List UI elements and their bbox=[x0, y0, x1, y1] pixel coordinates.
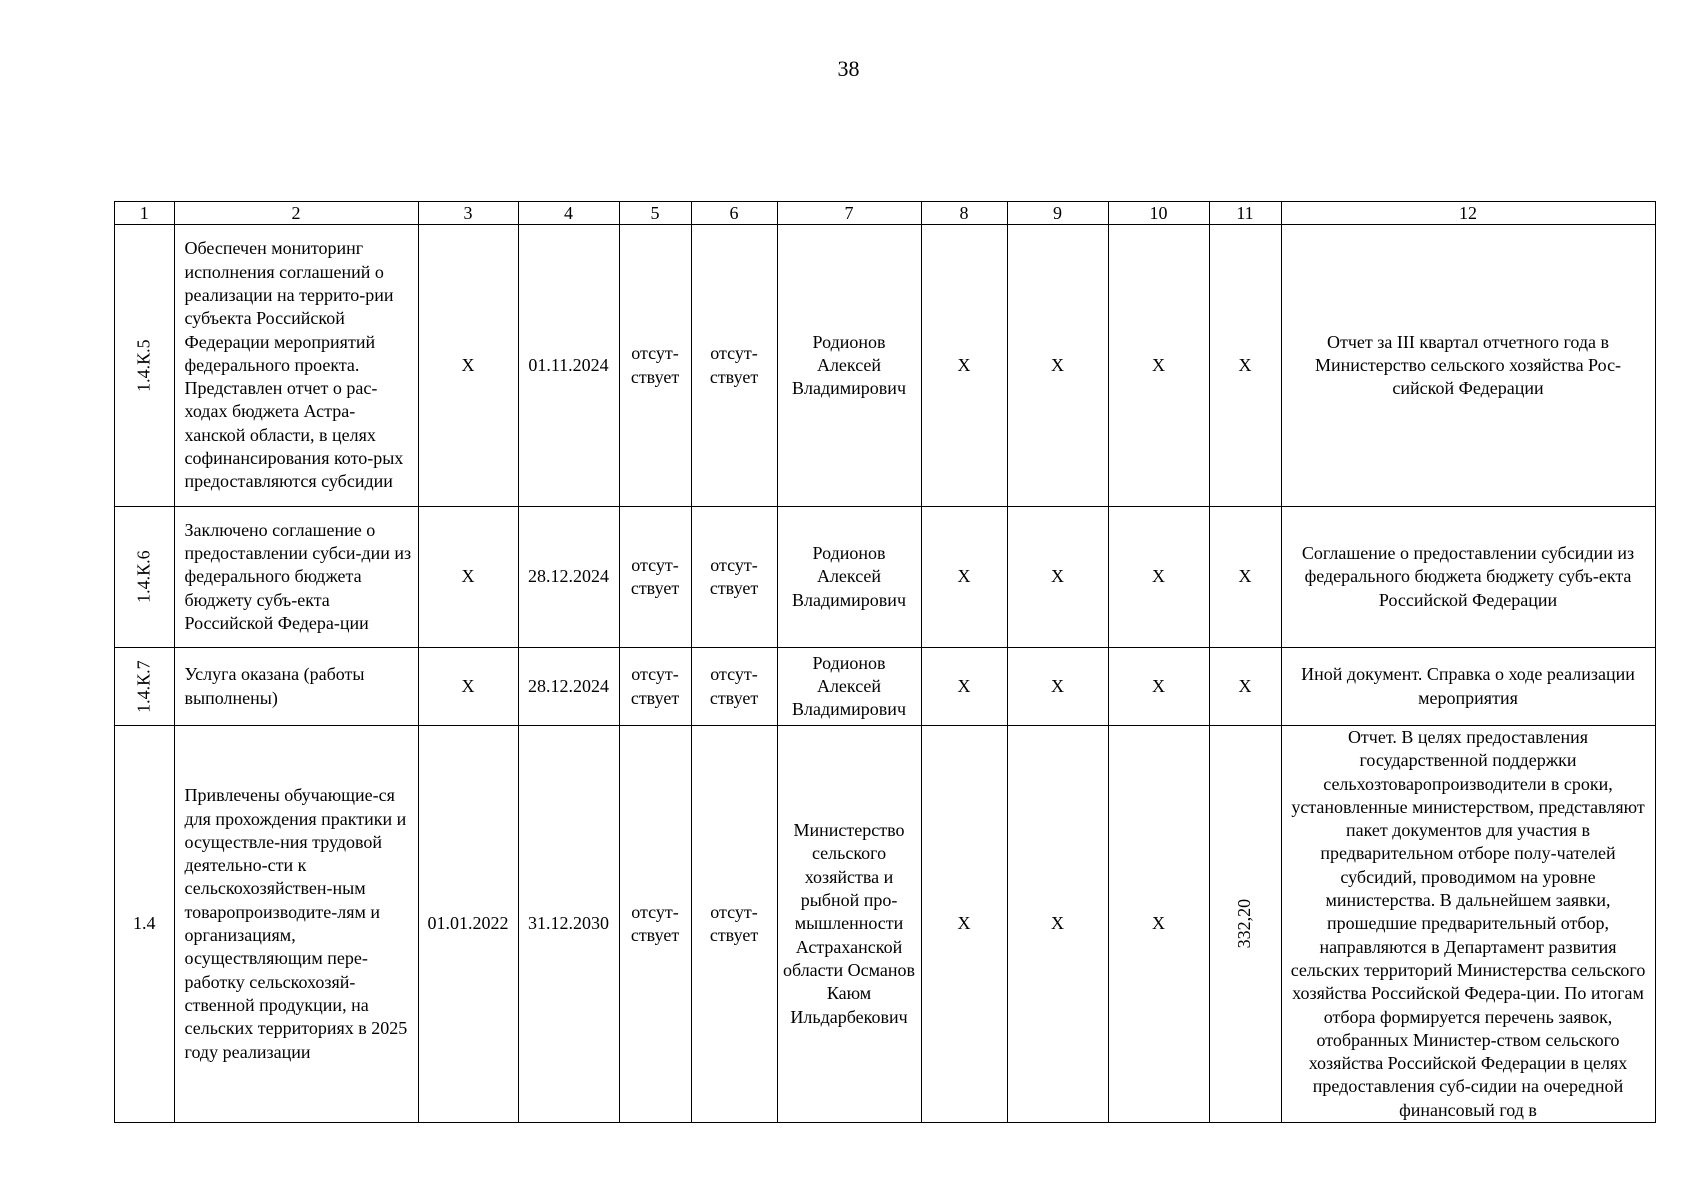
row-code-cell bbox=[115, 225, 175, 507]
column-number: 6 bbox=[691, 202, 777, 225]
table-cell: X bbox=[1108, 648, 1209, 726]
document-cell: Иной документ. Справка о ходе реализации мероприятия bbox=[1281, 648, 1655, 726]
row-code-cell: 1.4 bbox=[115, 726, 175, 1123]
table-cell: X bbox=[1209, 507, 1281, 648]
table-cell: X bbox=[1108, 225, 1209, 507]
table-cell: X bbox=[1007, 225, 1108, 507]
column-number-row bbox=[115, 202, 1656, 225]
table-cell: отсут-ствует bbox=[691, 507, 777, 648]
table-cell: X bbox=[1108, 507, 1209, 648]
date-cell: 28.12.2024 bbox=[518, 648, 619, 726]
row-code: 1.4.К.6 bbox=[133, 550, 154, 604]
row-code-cell bbox=[115, 507, 175, 648]
description-cell: Услуга оказана (работы выполнены) bbox=[174, 648, 418, 726]
column-number: 10 bbox=[1108, 202, 1209, 225]
table-cell: отсут-ствует bbox=[691, 726, 777, 1123]
amount-value: 332,20 bbox=[1234, 899, 1255, 949]
table-cell: X bbox=[921, 726, 1007, 1123]
table-cell: отсут-ствует bbox=[619, 726, 691, 1123]
column-number: 9 bbox=[1007, 202, 1108, 225]
table-cell: X bbox=[1108, 726, 1209, 1123]
column-number: 5 bbox=[619, 202, 691, 225]
date-cell: 01.01.2022 bbox=[418, 726, 518, 1123]
responsible-cell: Министерство сельского хозяйства и рыбной про-мышленности Астраханской области Османов Каюм Ильдарбекович bbox=[777, 726, 921, 1123]
date-cell: 28.12.2024 bbox=[518, 507, 619, 648]
column-number: 8 bbox=[921, 202, 1007, 225]
table-cell: X bbox=[1209, 648, 1281, 726]
plan-table bbox=[114, 201, 1656, 1123]
table-cell: отсут-ствует bbox=[619, 507, 691, 648]
column-number: 3 bbox=[418, 202, 518, 225]
row-code: 1.4.К.5 bbox=[133, 339, 154, 392]
column-number: 4 bbox=[518, 202, 619, 225]
description-cell: Обеспечен мониторинг исполнения соглашений о реализации на террито-рии субъекта Российской Федерации мероприятий федерального проекта. Представлен отчет о рас-ходах бюджета Астра-ханской области, в целях софинансирования кото-рых предоставляются субсидии bbox=[174, 225, 418, 507]
table-row bbox=[115, 726, 1656, 1123]
table-cell: отсут-ствует bbox=[619, 648, 691, 726]
document-cell: Соглашение о предоставлении субсидии из федерального бюджета бюджету субъ-екта Российской Федерации bbox=[1281, 507, 1655, 648]
column-number: 7 bbox=[777, 202, 921, 225]
table-cell: X bbox=[418, 225, 518, 507]
column-number: 12 bbox=[1281, 202, 1655, 225]
row-code: 1.4.К.7 bbox=[133, 660, 154, 713]
table-cell: X bbox=[1209, 225, 1281, 507]
table-cell: X bbox=[921, 507, 1007, 648]
description-cell: Привлечены обучающие-ся для прохождения практики и осуществле-ния трудовой деятельно-сти к сельскохозяйствен-ным товаропроизводите-лям и организациям, осуществляющим пере-работку сельскохозяй-ственной продукции, на сельских территориях в 2025 году реализации bbox=[174, 726, 418, 1123]
amount-cell bbox=[1209, 726, 1281, 1123]
page-number: 38 bbox=[837, 56, 860, 81]
table-cell: X bbox=[1007, 507, 1108, 648]
table-row bbox=[115, 225, 1656, 507]
column-number: 1 bbox=[115, 202, 175, 225]
responsible-cell: Родионов Алексей Владимирович bbox=[777, 648, 921, 726]
table-cell: X bbox=[418, 507, 518, 648]
table-cell: отсут-ствует bbox=[691, 225, 777, 507]
row-code-cell bbox=[115, 648, 175, 726]
table-cell: X bbox=[418, 648, 518, 726]
column-number: 2 bbox=[174, 202, 418, 225]
responsible-cell: Родионов Алексей Владимирович bbox=[777, 507, 921, 648]
table-cell: X bbox=[1007, 726, 1108, 1123]
table-cell: X bbox=[921, 648, 1007, 726]
table-cell: X bbox=[1007, 648, 1108, 726]
date-cell: 31.12.2030 bbox=[518, 726, 619, 1123]
description-cell: Заключено соглашение о предоставлении субси-дии из федерального бюджета бюджету субъ-екта Российской Федера-ции bbox=[174, 507, 418, 648]
table-cell: X bbox=[921, 225, 1007, 507]
column-number: 11 bbox=[1209, 202, 1281, 225]
table-row bbox=[115, 648, 1656, 726]
table-cell: отсут-ствует bbox=[691, 648, 777, 726]
document-cell: Отчет. В целях предоставления государственной поддержки сельхозтоваропроизводители в сроки, установленные министерством, представляют пакет документов для участия в предварительном отборе полу-чателей субсидий, проводимом на уровне министерства. В дальнейшем заявки, прошедшие предварительный отбор, направляются в Департамент развития сельских территорий Министерства сельского хозяйства Российской Федера-ции. По итогам отбора формируется перечень заявок, отобранных Министер-ством сельского хозяйства Российской Федерации в целях предоставления суб-сидии на очередной финансовый год в bbox=[1281, 726, 1655, 1123]
document-cell: Отчет за III квартал отчетного года в Министерство сельского хозяйства Рос-сийской Федерации bbox=[1281, 225, 1655, 507]
table-cell: отсут-ствует bbox=[619, 225, 691, 507]
table-row bbox=[115, 507, 1656, 648]
date-cell: 01.11.2024 bbox=[518, 225, 619, 507]
responsible-cell: Родионов Алексей Владимирович bbox=[777, 225, 921, 507]
